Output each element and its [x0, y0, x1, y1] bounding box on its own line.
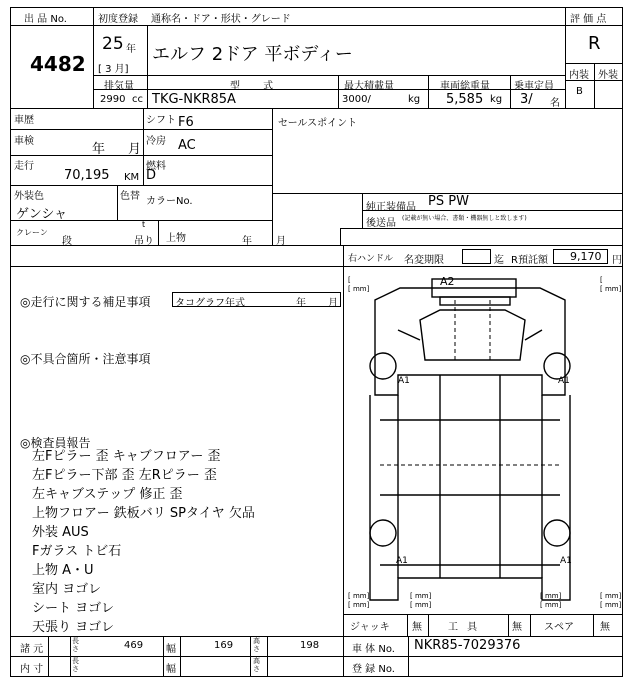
- upper-month: 月: [276, 236, 286, 247]
- report-line: 室内 ヨゴレ: [32, 582, 102, 597]
- mm-box-tr: [ [ mm]: [600, 276, 622, 293]
- max-load-label: 最大積載量: [344, 81, 394, 92]
- delivery-note: (記載が無い場合、書類・機器無しと致します): [402, 215, 527, 222]
- mm-box-bl: [ mm] [ mm]: [348, 592, 370, 609]
- interior-grade: B: [576, 86, 583, 97]
- recycle-amount: 9,170: [570, 250, 602, 263]
- capacity-unit: 名: [550, 98, 560, 109]
- crane-label: クレーン: [16, 228, 48, 237]
- cc-unit: cc: [132, 94, 143, 105]
- mm-box-br2: [ mm] [ mm]: [600, 592, 622, 609]
- mm-box-br: [ mm] [ mm]: [540, 592, 562, 609]
- gross-weight: 5,585: [446, 92, 484, 107]
- delivery-label: 後送品: [366, 218, 396, 229]
- chassis-label: 車 体 No.: [352, 644, 395, 655]
- equipment-label: 純正装備品: [366, 202, 416, 213]
- width-label: 幅: [166, 644, 176, 655]
- model-label: 型 式: [230, 81, 274, 92]
- tacho-month: 月: [328, 298, 338, 309]
- exterior-grade-label: 外装: [598, 70, 618, 81]
- sales-point-label: セールスポイント: [278, 118, 358, 129]
- mileage-unit: KM: [124, 172, 140, 183]
- report-line: Fガラス トビ石: [32, 544, 122, 559]
- inspection-month: 月: [128, 142, 142, 157]
- width: 169: [214, 640, 234, 651]
- length: 469: [124, 640, 144, 651]
- tools: 無: [512, 622, 522, 633]
- driving-notes-label: ◎走行に関する補足事項: [20, 295, 151, 309]
- capacity: 3/: [520, 92, 533, 107]
- inner-dims-label: 内 寸: [20, 664, 44, 675]
- gross-weight-unit: kg: [490, 94, 503, 105]
- report-line: 左キャブステップ 修正 歪: [32, 487, 183, 502]
- report-line: 上物 A・U: [32, 563, 94, 578]
- report-line: 外装 AUS: [32, 525, 89, 540]
- gross-weight-label: 車両総重量: [440, 81, 490, 92]
- report-line: シート ヨゴレ: [32, 601, 115, 616]
- color-label: 外装色: [14, 191, 44, 202]
- color-no-label: カラーNo.: [146, 196, 193, 207]
- crane-lift: 吊り: [134, 236, 154, 247]
- report-line: 左Fピラー 歪 キャブフロアー 歪: [32, 449, 221, 464]
- report-line: 天張り ヨゴレ: [32, 620, 115, 635]
- diagram-label-a1: A1: [558, 376, 570, 386]
- lot-no: 4482: [30, 52, 86, 76]
- diagram-label-a1: A1: [560, 556, 572, 566]
- recycle-unit: 円: [612, 255, 622, 266]
- name-change-unit: 迄: [494, 255, 504, 266]
- report-line: 左Fピラー下部 歪 左Rピラー 歪: [32, 468, 217, 483]
- mm-box-bl2: [ mm] [ mm]: [410, 592, 432, 609]
- dims-label: 諸 元: [20, 644, 44, 655]
- defects-label: ◎不具合箇所・注意事項: [20, 352, 151, 366]
- inner-height-label: 高さ: [253, 657, 260, 673]
- spare-label: スペア: [544, 622, 574, 633]
- name-change-label: 名変期限: [404, 255, 444, 266]
- first-reg-label: 初度登録: [98, 14, 138, 25]
- jack-label: ジャッキ: [350, 622, 390, 633]
- capacity-label: 乗車定員: [514, 81, 554, 92]
- diagram-label-a2: A2: [440, 275, 455, 288]
- inspector-label: ◎検査員報告: [20, 436, 91, 450]
- fuel-label: 燃料: [146, 161, 166, 172]
- rating: R: [588, 33, 601, 54]
- inspector-report: [32, 447, 255, 637]
- ac-label: 冷房: [146, 136, 166, 147]
- inspection-label: 車検: [14, 136, 34, 147]
- steering: 右ハンドル: [348, 254, 394, 264]
- length-label: 長さ: [72, 637, 79, 653]
- first-reg-month: [ 3 月]: [98, 64, 129, 75]
- displacement-label: 排気量: [104, 81, 134, 92]
- spare: 無: [600, 622, 610, 633]
- max-load: 3000/: [342, 94, 371, 105]
- jack: 無: [412, 622, 422, 633]
- tacho-year: 年: [296, 298, 306, 309]
- upper-label: 上物: [166, 233, 186, 244]
- shift-label: シフト: [146, 115, 176, 126]
- crane-lift-unit: t: [142, 220, 146, 229]
- crane-step: 段: [62, 236, 72, 247]
- rating-label: 評 価 点: [570, 14, 607, 25]
- tools-label: 工 具: [448, 622, 478, 633]
- max-load-unit: kg: [408, 94, 421, 105]
- registration-label: 登 録 No.: [352, 664, 395, 675]
- displacement: 2990: [100, 94, 126, 105]
- lot-no-label: 出 品 No.: [24, 14, 67, 25]
- inspection-year: 年: [92, 142, 106, 157]
- mm-box-tl: [ [ mm]: [348, 276, 370, 293]
- diagram-label-a1: A1: [398, 376, 410, 386]
- first-reg-year: 25: [102, 34, 124, 54]
- interior-grade-label: 内装: [569, 70, 589, 81]
- height: 198: [300, 640, 320, 651]
- car-name-label: 通称名・ドア・形状・グレード: [151, 14, 291, 25]
- color: ゲンシャ: [16, 207, 68, 222]
- upper-year: 年: [242, 236, 252, 247]
- history-label: 車歴: [14, 115, 34, 126]
- inner-width-label: 幅: [166, 664, 176, 675]
- car-name: エルフ 2ドア 平ボディー: [152, 44, 353, 65]
- mileage-label: 走行: [14, 161, 34, 172]
- report-line: 上物フロアー 鉄板バリ SPタイヤ 欠品: [32, 506, 255, 521]
- diagram-label-a1: A1: [396, 556, 408, 566]
- model: TKG-NKR85A: [152, 92, 236, 107]
- color-change-label: 色替: [120, 191, 140, 202]
- fuel: D: [146, 168, 157, 183]
- height-label: 高さ: [253, 637, 260, 653]
- year-suffix: 年: [126, 44, 136, 55]
- shift: F6: [178, 115, 194, 130]
- mileage: 70,195: [64, 168, 110, 183]
- ac: AC: [178, 138, 196, 153]
- chassis-no: NKR85-7029376: [414, 638, 521, 653]
- inner-length-label: 長さ: [72, 657, 79, 673]
- recycle-label: R預託額: [511, 255, 548, 266]
- tachograph-label: タコグラフ年式: [175, 298, 245, 309]
- equipment: PS PW: [428, 194, 469, 209]
